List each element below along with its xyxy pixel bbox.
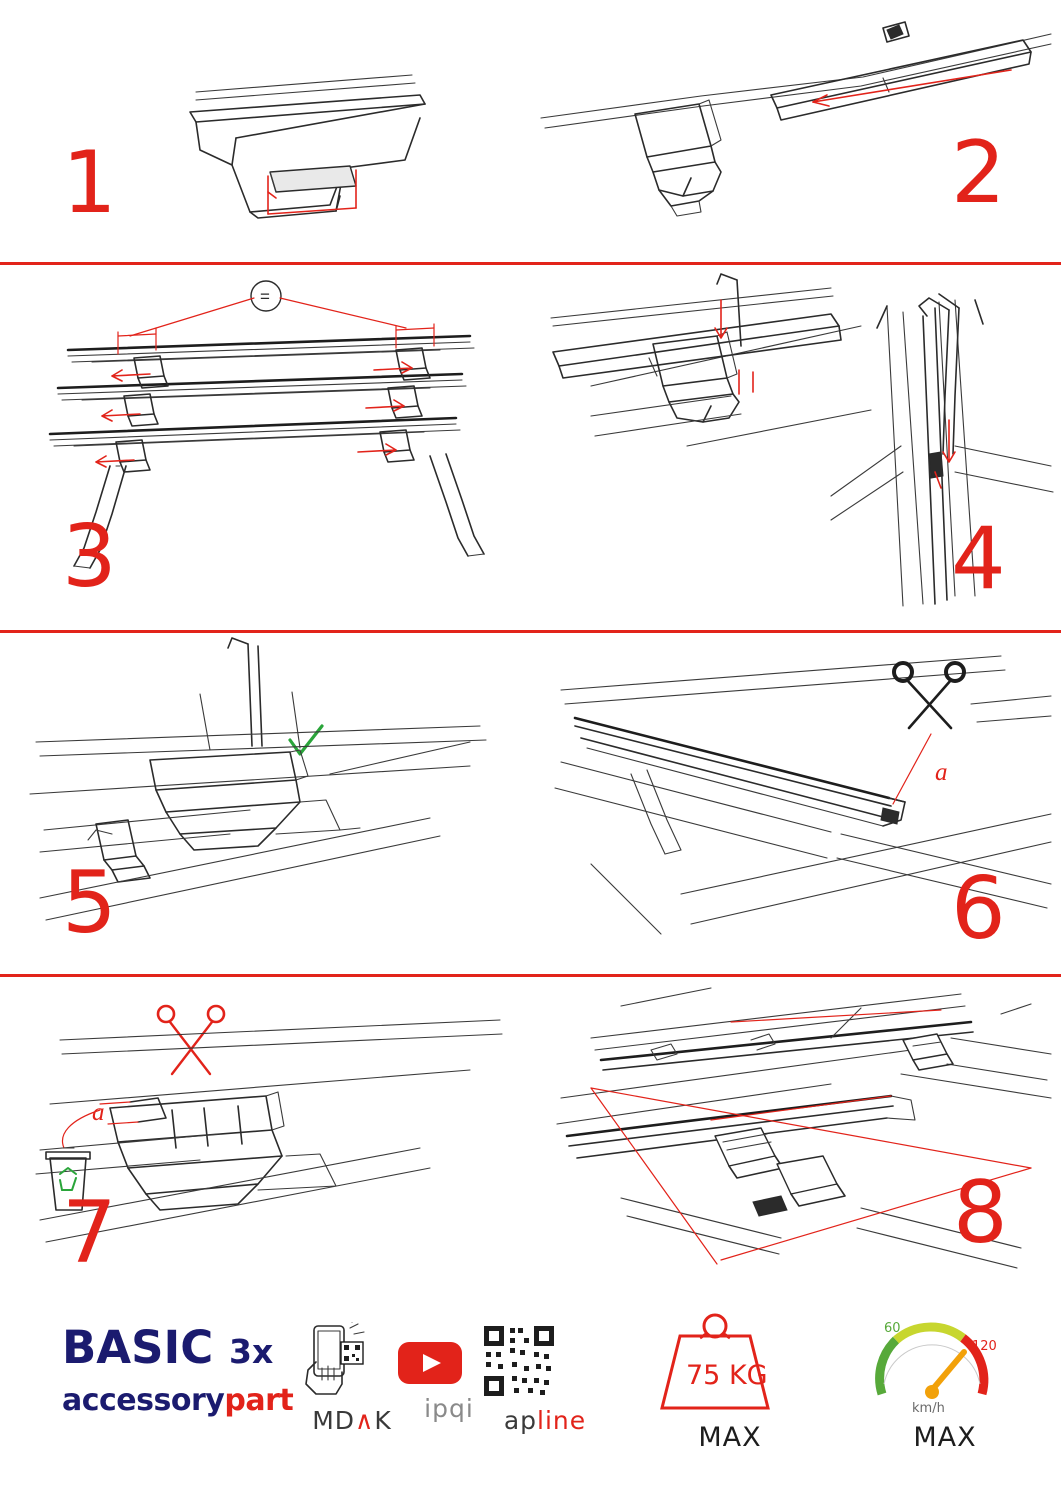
max-load-caption: MAX xyxy=(698,1422,762,1453)
step-7-number: 7 xyxy=(62,1183,116,1278)
divider-3 xyxy=(0,974,1061,977)
step-4-panel xyxy=(531,266,1061,630)
brand-name-second: part xyxy=(224,1383,294,1418)
qr-code-icon[interactable] xyxy=(480,1322,558,1400)
step-1-panel xyxy=(0,0,530,262)
step-3-panel xyxy=(0,266,530,630)
youtube-icon[interactable] xyxy=(394,1336,466,1388)
step-7-panel xyxy=(0,978,530,1278)
step-2-number: 2 xyxy=(951,123,1005,223)
step-row-1 xyxy=(0,0,1061,262)
step-8-panel xyxy=(531,978,1061,1278)
step-5-number: 5 xyxy=(62,853,116,953)
brand-block xyxy=(62,1321,294,1418)
divider-2 xyxy=(0,630,1061,633)
step-8-number: 8 xyxy=(953,1163,1007,1263)
scissors-icon xyxy=(894,663,964,728)
product-line-name: BASIC xyxy=(62,1321,214,1374)
max-load-block xyxy=(640,1304,820,1453)
step-row-3 xyxy=(0,634,1061,974)
speed-tick-high: 120 xyxy=(972,1339,997,1354)
mdak-label-mark: ∧ xyxy=(355,1406,375,1435)
step-5-panel xyxy=(0,634,530,974)
mdak-label-pre: MD xyxy=(312,1406,356,1435)
logo-apline-label xyxy=(480,1406,610,1435)
step-1-number: 1 xyxy=(62,133,116,233)
label-a-step-6: a xyxy=(935,759,948,786)
max-load-value: 75 KG xyxy=(686,1360,768,1391)
product-line-title xyxy=(62,1321,282,1374)
divider-1 xyxy=(0,262,1061,265)
footer xyxy=(0,1280,1061,1500)
step-3-number: 3 xyxy=(62,507,116,607)
ipqi-label: ipqi xyxy=(424,1394,474,1423)
step-row-2 xyxy=(0,266,1061,630)
brand-name-first: accessory xyxy=(62,1383,225,1418)
speed-tick-low: 60 xyxy=(884,1321,901,1336)
product-quantity: 3x xyxy=(228,1332,274,1371)
step-6-panel xyxy=(531,634,1061,974)
mdak-label-post: K xyxy=(374,1406,392,1435)
brand-name xyxy=(62,1383,294,1418)
step-row-4 xyxy=(0,978,1061,1278)
label-a-step-7: a xyxy=(92,1099,105,1126)
speedometer-icon xyxy=(860,1304,1010,1420)
scissors-icon-red xyxy=(158,1006,224,1074)
max-speed-caption: MAX xyxy=(913,1422,977,1453)
apline-label-pre: ap xyxy=(503,1406,538,1435)
speed-unit: km/h xyxy=(912,1401,945,1416)
step-2-panel xyxy=(531,0,1061,262)
max-speed-block xyxy=(860,1304,1030,1453)
step-6-number: 6 xyxy=(951,859,1005,959)
svg-text:=: = xyxy=(260,287,270,306)
step-4-number: 4 xyxy=(951,509,1005,609)
logo-apline xyxy=(480,1322,610,1435)
apline-label-post: line xyxy=(537,1406,587,1435)
weight-icon xyxy=(640,1304,790,1420)
hand-phone-qr-icon xyxy=(292,1322,382,1400)
